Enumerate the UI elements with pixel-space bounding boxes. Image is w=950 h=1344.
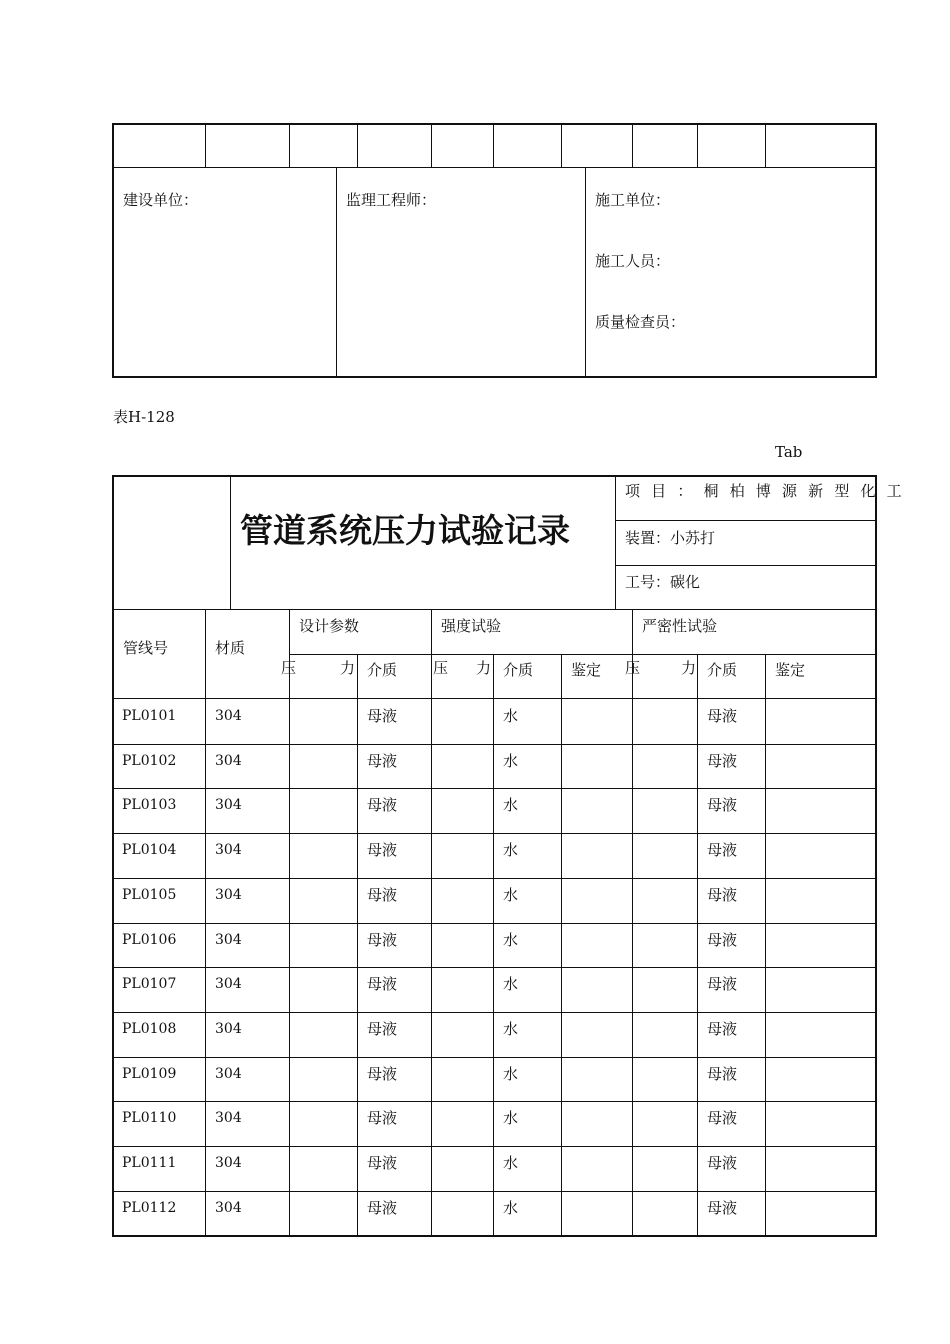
col-line-design-medium (357, 655, 358, 1236)
cell-line-no: PL0111 (122, 1155, 177, 1171)
table-code: 表H-128 (113, 408, 175, 426)
cell-tight-medium: 母液 (707, 1198, 738, 1217)
supervisor-label: 监理工程师： (346, 191, 437, 209)
top-table-col-line (289, 124, 290, 167)
cell-material: 304 (215, 797, 242, 814)
header-tightness: 严密性试验 (642, 617, 718, 635)
cell-line-no: PL0107 (122, 976, 177, 993)
cell-strength-medium: 水 (503, 796, 519, 815)
cell-material: 304 (215, 886, 242, 903)
cell-strength-medium: 水 (503, 1154, 519, 1172)
cell-line-no: PL0110 (122, 1110, 177, 1127)
cell-line-no: PL0103 (122, 797, 177, 814)
contractor-label: 施工单位： (595, 191, 671, 209)
header-tight-pressure (625, 659, 696, 681)
top-table-col-line (357, 124, 358, 167)
cell-design-medium: 母液 (367, 1019, 398, 1038)
cell-tight-medium: 母液 (707, 975, 738, 994)
header-tight-pressure-text: 压 力 (625, 659, 696, 677)
header-tight-medium: 介质 (707, 661, 738, 679)
cell-strength-medium: 水 (503, 975, 519, 994)
col-line-strength-assess (561, 655, 562, 1236)
header-design: 设计参数 (299, 617, 360, 635)
top-table-row-divider (113, 167, 876, 168)
cell-line-no: PL0104 (122, 842, 177, 859)
row-divider (113, 788, 876, 789)
cell-strength-medium: 水 (503, 1109, 519, 1128)
cell-design-medium: 母液 (367, 841, 398, 860)
cell-material: 304 (215, 1199, 242, 1216)
header-info-divider (615, 565, 876, 566)
cell-material: 304 (215, 976, 242, 993)
top-table-col-line (697, 124, 698, 167)
cell-design-medium: 母液 (367, 1109, 398, 1128)
cell-strength-medium: 水 (503, 1019, 519, 1038)
header-strength-pressure-text: 压 力 (433, 659, 491, 677)
cell-strength-medium: 水 (503, 1064, 519, 1083)
col-line-tight-medium (697, 655, 698, 1236)
top-table-col-line (493, 124, 494, 167)
header-strength-pressure (432, 659, 492, 681)
top-table-col-line (561, 124, 562, 167)
cell-line-no: PL0105 (122, 886, 177, 903)
row-divider (113, 744, 876, 745)
header-line-no: 管线号 (123, 639, 169, 657)
cell-tight-medium: 母液 (707, 751, 738, 770)
top-table-col-line (205, 124, 206, 167)
cell-material: 304 (215, 842, 242, 859)
cell-design-medium: 母液 (367, 1198, 398, 1217)
header-design-pressure (281, 659, 356, 681)
device-field: 装置：小苏打 (625, 529, 716, 547)
header-bottom-line (113, 609, 876, 610)
work-no-field: 工号：碳化 (625, 573, 701, 591)
cell-tight-medium: 母液 (707, 885, 738, 904)
cell-design-medium: 母液 (367, 930, 398, 949)
cell-design-medium: 母液 (367, 707, 398, 725)
row-divider (113, 1146, 876, 1147)
header-strength: 强度试验 (441, 617, 502, 635)
cell-design-medium: 母液 (367, 1154, 398, 1172)
cell-design-medium: 母液 (367, 975, 398, 994)
col-line-strength-medium (493, 655, 494, 1236)
signature-divider (585, 168, 586, 377)
signature-divider (336, 168, 337, 377)
cell-material: 304 (215, 708, 242, 724)
cell-tight-medium: 母液 (707, 841, 738, 860)
cell-tight-medium: 母液 (707, 1154, 738, 1172)
col-line-tight-assess (765, 655, 766, 1236)
header-design-pressure-text: 压 力 (281, 659, 355, 677)
top-table (112, 123, 877, 378)
header-design-medium: 介质 (367, 661, 398, 679)
cell-tight-medium: 母液 (707, 1109, 738, 1128)
top-table-col-line (431, 124, 432, 167)
row-divider (113, 1012, 876, 1013)
cell-line-no: PL0108 (122, 1020, 177, 1037)
row-divider (113, 1057, 876, 1058)
cell-line-no: PL0102 (122, 752, 177, 769)
header-tight-assessment: 鉴定 (775, 661, 806, 679)
header-strength-assessment: 鉴定 (571, 661, 602, 679)
cell-line-no: PL0109 (122, 1065, 177, 1082)
row-divider (113, 967, 876, 968)
cell-material: 304 (215, 1020, 242, 1037)
inspector-label: 质量检查员： (595, 313, 686, 331)
cell-tight-medium: 母液 (707, 930, 738, 949)
header-col-line (615, 476, 616, 609)
cell-strength-medium: 水 (503, 751, 519, 770)
cell-line-no: PL0101 (122, 708, 177, 724)
row-divider (113, 833, 876, 834)
subheader-line (289, 654, 876, 655)
row-divider (113, 1191, 876, 1192)
page-title: 管道系统压力试验记录 (240, 511, 570, 550)
cell-strength-medium: 水 (503, 1198, 519, 1217)
cell-material: 304 (215, 1110, 242, 1127)
cell-strength-medium: 水 (503, 885, 519, 904)
cell-material: 304 (215, 752, 242, 769)
header-col-line (230, 476, 231, 609)
project-field: 项 目 ： 桐 柏 博 源 新 型 化 工 (625, 482, 905, 500)
column-header-bottom (113, 698, 876, 699)
header-info-divider (615, 520, 876, 521)
row-divider (113, 923, 876, 924)
cell-material: 304 (215, 931, 242, 948)
cell-tight-medium: 母液 (707, 1064, 738, 1083)
cell-design-medium: 母液 (367, 796, 398, 815)
cell-material: 304 (215, 1065, 242, 1082)
top-table-col-line (765, 124, 766, 167)
cell-strength-medium: 水 (503, 707, 519, 725)
cell-line-no: PL0106 (122, 931, 177, 948)
cell-design-medium: 母液 (367, 885, 398, 904)
owner-label: 建设单位： (123, 191, 199, 209)
cell-strength-medium: 水 (503, 930, 519, 949)
cell-design-medium: 母液 (367, 751, 398, 770)
row-divider (113, 1101, 876, 1102)
cell-tight-medium: 母液 (707, 796, 738, 815)
header-strength-medium: 介质 (503, 661, 534, 679)
tab-label: Tab (775, 443, 803, 461)
staff-label: 施工人员： (595, 252, 671, 270)
top-table-col-line (632, 124, 633, 167)
cell-material: 304 (215, 1155, 242, 1171)
cell-strength-medium: 水 (503, 841, 519, 860)
header-material: 材质 (215, 639, 246, 657)
cell-tight-medium: 母液 (707, 1019, 738, 1038)
row-divider (113, 878, 876, 879)
cell-line-no: PL0112 (122, 1199, 177, 1216)
cell-design-medium: 母液 (367, 1064, 398, 1083)
cell-tight-medium: 母液 (707, 707, 738, 725)
